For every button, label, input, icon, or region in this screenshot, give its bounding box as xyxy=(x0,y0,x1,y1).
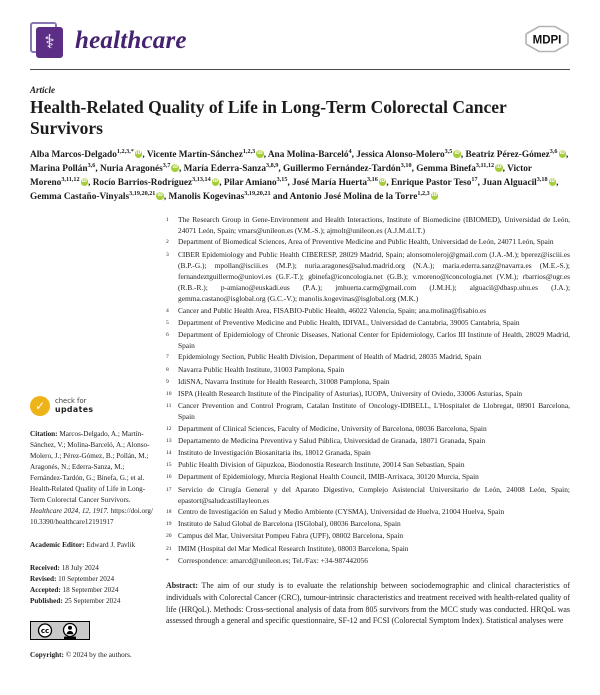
affiliation-number: 6 xyxy=(166,332,169,339)
orcid-icon[interactable]: iD xyxy=(257,151,263,156)
check-for-updates-label xyxy=(55,397,93,416)
author xyxy=(465,147,569,160)
author-separator: , xyxy=(278,164,284,174)
author-separator: , xyxy=(142,150,147,160)
author-separator: , xyxy=(556,178,559,188)
author-separator: , xyxy=(163,192,169,202)
correspondence-note xyxy=(166,555,570,567)
affiliation-text: Department of Biomedical Sciences, Area of Preventive Medicine and Public Health, Universidad de León, 24071 León, Spain xyxy=(178,237,554,247)
author-separator: , xyxy=(219,178,224,188)
author-affiliation-sup: 3,19,20,21 xyxy=(129,189,156,197)
date-label: Received: xyxy=(30,564,60,572)
affiliation-number: 19 xyxy=(166,521,172,528)
affiliation-item xyxy=(166,484,570,506)
affiliation-number: 14 xyxy=(166,450,172,457)
author-affiliation-sup: 3,5 xyxy=(444,147,453,155)
author-affiliation-sup: 3,13,14 xyxy=(192,175,211,183)
affiliation-item xyxy=(166,305,570,317)
affiliation-text: Campus del Mar, Universitat Pompeu Fabra (UPF), 08002 Barcelona, Spain xyxy=(178,531,404,541)
author-name: Guillermo Fernández-Tardón xyxy=(283,164,401,174)
date-value: 25 September 2024 xyxy=(64,597,121,605)
affiliation-text: Instituto de Investigación Biosanitaria ibs, 18012 Granada, Spain xyxy=(178,448,371,458)
dates-block xyxy=(30,563,154,607)
author-name: Manolis Kogevinas xyxy=(168,192,245,202)
affiliation-item xyxy=(166,214,570,236)
author-name: Nuria Aragonés xyxy=(99,164,163,174)
author xyxy=(416,161,508,174)
affiliation-item xyxy=(166,459,570,471)
healthcare-logo-mark xyxy=(30,22,66,60)
orcid-icon[interactable]: iD xyxy=(157,193,163,198)
citation-label: Citation: xyxy=(30,430,58,438)
author xyxy=(30,161,100,174)
affiliations-list xyxy=(166,214,570,555)
affiliation-number: 18 xyxy=(166,509,172,516)
healthcare-logo xyxy=(30,22,187,60)
authors-block xyxy=(30,148,570,204)
author xyxy=(292,175,391,188)
affiliation-number: 15 xyxy=(166,462,172,469)
check-icon: ✓ xyxy=(30,396,50,416)
journal-name: healthcare xyxy=(75,27,187,54)
affiliation-text: Servicio de Cirugía General y del Aparato Digestivo, Complejo Asistencial Universitario de León, 24008 León, Spain; epastort@saludcastillayleon.es xyxy=(178,484,570,505)
doi-link[interactable]: https://doi.org/10.3390/healthcare12191917 xyxy=(30,507,153,526)
affiliation-item xyxy=(166,236,570,248)
author-name: Pilar Amiano xyxy=(223,178,277,188)
correspondence-marker: * xyxy=(166,557,169,564)
date-label: Accepted: xyxy=(30,586,61,594)
author-affiliation-sup: 3,15 xyxy=(276,175,288,183)
author-name: Marina Pollán xyxy=(30,164,88,174)
date-row xyxy=(30,563,154,574)
author xyxy=(30,147,147,160)
abstract-label: Abstract: xyxy=(166,581,198,591)
article-type-label: Article xyxy=(30,85,55,95)
author-affiliation-sup: 3,19,20,21 xyxy=(244,189,271,197)
author-affiliation-sup: 1,2,3 xyxy=(417,189,430,197)
author-affiliation-sup: 3,6 xyxy=(549,147,558,155)
affiliation-number: 10 xyxy=(166,391,172,398)
mdpi-logo xyxy=(524,24,570,59)
affiliation-number: 12 xyxy=(166,425,172,432)
affiliation-number: 3 xyxy=(166,251,169,258)
date-row xyxy=(30,585,154,596)
author-separator: , xyxy=(502,164,508,174)
affiliation-text: Epidemiology Section, Public Health Division, Department of Health of Madrid, 28035 Madrid, Spain xyxy=(178,352,482,362)
author-affiliation-sup: 3,16 xyxy=(366,175,378,183)
author-name: Antonio José Molina de la Torre xyxy=(289,192,418,202)
affiliation-text: Cancer Prevention and Control Program, Catalan Institute of Oncology-IDIBELL, L'Hospitalet de Llobregat, 08901 Barcelona, Spain xyxy=(178,401,570,422)
author-separator: , xyxy=(287,178,293,188)
affiliation-text: The Research Group in Gene-Environment and Health Interactions, Institute of Biomedicine (IBIOMED), Universidad de León, 24071 León, Spain; vmars@unileon.es (V.M.-S.); ajmolt@unileon.es (A.J.M.d.l.T.) xyxy=(178,215,570,236)
page-header xyxy=(30,0,570,70)
citation-text: Marcos-Delgado, A.; Martín-Sánchez, V.; Molina-Barceló, A.; Alonso-Molero, J.; Pérez-Gómez, B.; Pollán, M.; Aragonés, N.; Ederra-Sanza, M.; Fernández-Tardón, G.; Binefa, G.; et al. Health-Related Quality of Life in Long-Term Colorectal Cancer Survivors. xyxy=(30,430,150,504)
affiliation-number: 13 xyxy=(166,437,172,444)
affiliation-item xyxy=(166,388,570,400)
author-name: Alba Marcos-Delgado xyxy=(30,150,117,160)
affiliation-item xyxy=(166,447,570,459)
affiliation-number: 5 xyxy=(166,319,169,326)
author-name: Beatriz Pérez-Gómez xyxy=(465,150,550,160)
author-name: Gemma Binefa xyxy=(416,164,476,174)
author-name: María Ederra-Sanza xyxy=(183,164,267,174)
content-columns xyxy=(30,214,570,661)
affiliation-item xyxy=(166,400,570,422)
affiliation-item xyxy=(166,435,570,447)
author xyxy=(223,175,293,188)
author-affiliation-sup: 3,11,12 xyxy=(475,161,495,169)
affiliation-number: 8 xyxy=(166,366,169,373)
citation-block xyxy=(30,429,154,528)
copyright-label: Copyright: xyxy=(30,651,64,659)
svg-text:cc: cc xyxy=(40,627,50,635)
author xyxy=(356,147,466,160)
abstract-text: The aim of our study is to evaluate the relationship between sociodemographic and clinical characteristics of individuals with Colorectal Cancer (CRC), tumour-intrinsic characteristics and treatment received with health-related quality of life (HRQoL). Methods: Cross-sectional analysis of data from 805 survivors from the MCC study was conducted. HRQoL was assessed through a general and specific questionnaire, SF-12 and FCSI (Colorectal Symptom Index). Statistical analyses were xyxy=(166,581,570,626)
author xyxy=(99,161,184,174)
affiliation-text: Centro de Investigación en Salud y Medio Ambiente (CYSMA), Universidad de Huelva, 21004 Huelva, Spain xyxy=(178,507,505,517)
affiliation-item xyxy=(166,249,570,305)
page-title: Health-Related Quality of Life in Long-Term Colorectal Cancer Survivors xyxy=(30,97,507,138)
author-separator: , xyxy=(263,150,268,160)
author-name: Ana Molina-Barceló xyxy=(267,150,349,160)
affiliation-number: 17 xyxy=(166,486,172,493)
author xyxy=(30,189,169,202)
affiliation-text: Public Health Division of Gipuzkoa, Biodonostia Research Institute, 20014 San Sebastian, Spain xyxy=(178,460,465,470)
author-separator: , xyxy=(95,164,100,174)
author-separator: , xyxy=(386,178,391,188)
author-affiliation-sup: 4 xyxy=(348,147,352,155)
date-value: 18 September 2024 xyxy=(62,586,119,594)
author-name: José María Huerta xyxy=(292,178,367,188)
author-separator: , xyxy=(178,164,184,174)
orcid-icon[interactable]: iD xyxy=(135,151,142,156)
orcid-icon[interactable]: iD xyxy=(559,151,565,156)
affiliation-number: 1 xyxy=(166,217,169,223)
author-name: Juan Alguacil xyxy=(482,178,537,188)
affiliation-number: 7 xyxy=(166,354,169,361)
author-name: Gemma Castaño-Vinyals xyxy=(30,192,130,202)
check-for-updates-badge[interactable] xyxy=(30,396,154,416)
affiliation-text: Department of Clinical Sciences, Faculty of Medicine, University of Barcelona, 08036 Barcelona, Spain xyxy=(178,423,487,433)
author-affiliation-sup: 17 xyxy=(471,175,478,183)
author-affiliation-sup: 3,18 xyxy=(536,175,548,183)
affiliation-item xyxy=(166,351,570,363)
author-affiliation-sup: 1,2,3,* xyxy=(116,147,134,155)
author xyxy=(92,175,224,188)
author-separator: , xyxy=(411,164,417,174)
academic-editor-name: Edward J. Pavlik xyxy=(86,541,136,549)
affiliation-number: 20 xyxy=(166,533,172,540)
orcid-icon[interactable]: iD xyxy=(431,193,438,198)
affiliation-item xyxy=(166,530,570,542)
author-affiliation-sup: 1,2,3 xyxy=(242,147,256,155)
main-column xyxy=(166,214,570,661)
affiliation-number: 11 xyxy=(166,403,172,410)
author-name: Jessica Alonso-Molero xyxy=(356,150,445,160)
orcid-icon[interactable]: iD xyxy=(454,151,460,156)
author-name: Vicente Martín-Sánchez xyxy=(146,150,243,160)
author xyxy=(183,161,284,174)
affiliation-text: Department of Epidemiology of Chronic Diseases, National Center for Epidemiology, Carlos III Institute of Health, 28029 Madrid, Spain xyxy=(178,330,570,351)
author-name: Enrique Pastor Teso xyxy=(390,178,472,188)
mdpi-logo-text: MDPI xyxy=(532,34,562,46)
affiliation-text: Departamento de Medicina Preventiva y Salud Pública, Universidad de Granada, 18071 Granada, Spain xyxy=(178,435,486,445)
date-label: Revised: xyxy=(30,575,57,583)
copyright-note xyxy=(30,650,154,661)
affiliation-text: IMIM (Hospital del Mar Medical Research Institute), 08003 Barcelona, Spain xyxy=(178,543,409,553)
affiliation-item xyxy=(166,329,570,351)
affiliation-item xyxy=(166,364,570,376)
affiliation-number: 4 xyxy=(166,307,169,314)
date-row xyxy=(30,574,154,585)
affiliation-item xyxy=(166,423,570,435)
author-separator: , xyxy=(566,150,569,160)
author-name: Victor Moreno xyxy=(30,164,532,188)
affiliation-item xyxy=(166,506,570,518)
affiliation-number: 21 xyxy=(166,545,172,552)
date-label: Published: xyxy=(30,597,63,605)
author xyxy=(390,175,483,188)
sidebar xyxy=(30,214,154,661)
author-separator: , xyxy=(88,178,93,188)
author-separator: , xyxy=(460,150,466,160)
author xyxy=(283,161,417,174)
caduceus-icon: ⚕ xyxy=(36,27,63,58)
license-block xyxy=(30,621,154,661)
academic-editor xyxy=(30,540,154,551)
affiliation-text: CIBER Epidemiology and Public Health CIBERESP, 28029 Madrid, Spain; alonsomoleroj@gmail.com (J.A.-M.); bperez@isciii.es (B.P.-G.); mpollan@isciii.es (M.P.); nuria.aragones@salud.madrid.org (N.A.); maria.ederra.sanz@navarra.es (M.E.-S.); fernandeztguillermo@uniovi.es (G.F.-T.); gbinefa@iconcologia.net (G.B.); v.moreno@iconcologia.net (V.M.); rbarrios@ugr.es (R.B.-R.); p-amiano@euskadi.eus (P.A.); jmhuerta.carm@gmail.com (J.M.H.); alguacil@dbasp.uhu.es (J.A.); gemma.castano@isglobal.org (G.C.-V.); manolis.kogevinas@isglobal.org (M.K.) xyxy=(178,249,570,304)
author xyxy=(267,147,357,160)
author xyxy=(272,189,438,202)
affiliation-item xyxy=(166,376,570,388)
author-affiliation-sup: 3,11,12 xyxy=(61,175,80,183)
copyright-text: © 2024 by the authors. xyxy=(65,651,132,659)
author-prefix: and xyxy=(272,192,290,202)
affiliation-number: 2 xyxy=(166,239,169,246)
author-affiliation-sup: 3,6 xyxy=(87,161,96,169)
author-separator: , xyxy=(477,178,483,188)
citation-journal-ref: Healthcare 2024, 12, 1917. xyxy=(30,507,109,515)
author xyxy=(168,189,273,202)
affiliation-text: ISPA (Health Research Institute of the Pincipality of Asturias), IUOPA, University of Oviedo, 33006 Asturias, Spain xyxy=(178,389,523,399)
correspondence-text: Correspondence: amarcd@unileon.es; Tel./Fax: +34-987442056 xyxy=(178,555,368,565)
date-value: 18 July 2024 xyxy=(61,564,99,572)
academic-editor-label: Academic Editor: xyxy=(30,541,85,549)
affiliation-item xyxy=(166,518,570,530)
affiliation-text: Cancer and Public Health Area, FISABIO-Public Health, 46022 Valencia, Spain; ana.molina@fisabio.es xyxy=(178,305,487,315)
check-for-text: check for xyxy=(55,396,87,405)
author-affiliation-sup: 3,8,9 xyxy=(266,161,279,169)
date-value: 10 September 2024 xyxy=(58,575,115,583)
affiliation-item xyxy=(166,317,570,329)
author xyxy=(146,147,268,160)
cc-by-license-badge[interactable] xyxy=(30,621,90,640)
orcid-icon[interactable]: iD xyxy=(549,179,556,184)
author xyxy=(482,175,559,188)
updates-text: updates xyxy=(55,405,94,415)
affiliation-number: 9 xyxy=(166,378,169,385)
author-name: Rocío Barrios-Rodríguez xyxy=(92,178,193,188)
affiliation-text: Department of Epidemiology, Murcia Regional Health Council, IMIB-Arrixaca, 30120 Murcia, Spain xyxy=(178,472,479,482)
orcid-icon[interactable]: iD xyxy=(212,179,219,184)
date-row xyxy=(30,596,154,607)
affiliation-text: IdiSNA, Navarra Institute for Health Research, 31008 Pamplona, Spain xyxy=(178,376,390,386)
affiliation-item xyxy=(166,471,570,483)
affiliation-text: Navarra Public Health Institute, 31003 Pamplona, Spain xyxy=(178,364,345,374)
affiliation-text: Department of Preventive Medicine and Public Health, IDIVAL, Universidad de Cantabria, 39005 Cantabria, Spain xyxy=(178,317,520,327)
author-affiliation-sup: 3,10 xyxy=(400,161,412,169)
affiliation-item xyxy=(166,543,570,555)
author-affiliation-sup: 3,7 xyxy=(162,161,171,169)
author-separator: , xyxy=(351,150,357,160)
orcid-icon[interactable]: iD xyxy=(81,179,87,184)
orcid-icon[interactable]: iD xyxy=(496,165,502,170)
mdpi-hexagon-icon xyxy=(524,24,570,54)
orcid-icon[interactable]: iD xyxy=(172,165,178,170)
orcid-icon[interactable]: iD xyxy=(379,179,386,184)
affiliation-text: Instituto de Salud Global de Barcelona (ISGlobal), 08036 Barcelona, Spain xyxy=(178,519,401,529)
affiliation-number: 16 xyxy=(166,474,172,481)
abstract xyxy=(166,580,570,627)
